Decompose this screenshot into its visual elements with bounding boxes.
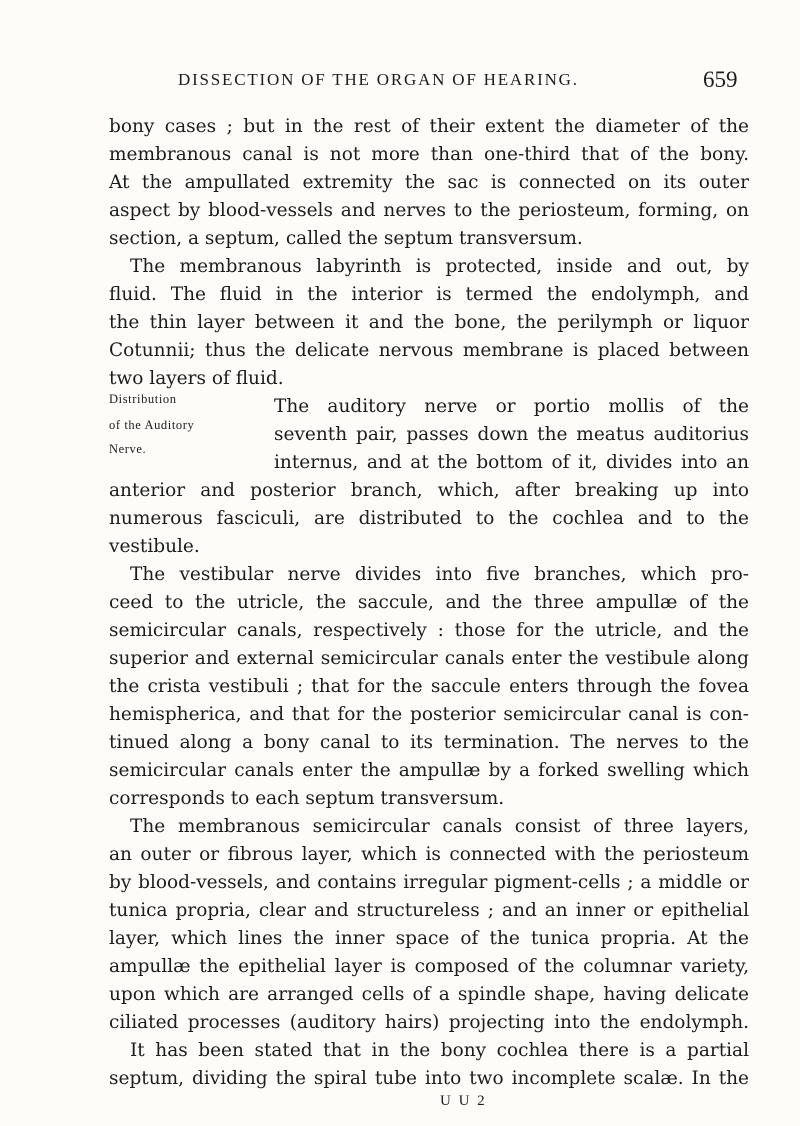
text-line: the thin layer between it and the bone, the perilymph or liquor [109, 312, 749, 333]
text-line: aspect by blood-vessels and nerves to the periosteum, forming, on [109, 200, 749, 221]
text-line: The membranous labyrinth is protected, inside and out, by [130, 256, 749, 277]
text-line: Cotunnii; thus the delicate nervous membrane is placed between [109, 340, 749, 361]
text-line: semicircular canals enter the ampullæ by a forked swelling which [109, 760, 749, 781]
running-head: DISSECTION OF THE ORGAN OF HEARING. [178, 70, 579, 89]
text-line: numerous fasciculi, are distributed to the cochlea and to the [109, 508, 749, 529]
margin-note-line-2: of the Auditory [109, 418, 195, 432]
text-line: It has been stated that in the bony cochlea there is a partial [130, 1040, 749, 1061]
signature-mark: U U 2 [440, 1093, 487, 1109]
text-line: layer, which lines the inner space of the tunica propria. At the [109, 928, 749, 949]
text-line: upon which are arranged cells of a spindle shape, having delicate [109, 984, 749, 1005]
text-line: hemispherica, and that for the posterior semicircular canal is con- [109, 704, 749, 725]
text-line: the crista vestibuli ; that for the saccule enters through the fovea [109, 676, 749, 697]
text-line: ampullæ the epithelial layer is composed of the columnar variety, [109, 956, 749, 977]
text-line: At the ampullated extremity the sac is connected on its outer [109, 172, 749, 193]
margin-note-line-3: Nerve. [109, 442, 147, 456]
text-line: The vestibular nerve divides into five branches, which pro- [130, 564, 749, 585]
text-line: ceed to the utricle, the saccule, and the three ampullæ of the [109, 592, 749, 613]
text-line: fluid. The fluid in the interior is termed the endolymph, and [109, 284, 749, 305]
text-line: internus, and at the bottom of it, divides into an [274, 452, 749, 473]
text-line: an outer or fibrous layer, which is connected with the periosteum [109, 844, 749, 865]
text-line: by blood-vessels, and contains irregular pigment-cells ; a middle or [109, 872, 749, 893]
text-line: two layers of fluid. [109, 368, 284, 389]
text-line: tunica propria, clear and structureless ; and an inner or epithelial [109, 900, 749, 921]
text-line: ciliated processes (auditory hairs) projecting into the endolymph. [109, 1012, 749, 1033]
text-line: seventh pair, passes down the meatus auditorius [274, 424, 749, 445]
text-line: section, a septum, called the septum transversum. [109, 228, 583, 249]
text-line: membranous canal is not more than one-third that of the bony. [109, 144, 749, 165]
text-line: septum, dividing the spiral tube into two incomplete scalæ. In the [109, 1068, 749, 1089]
margin-note-line-1: Distribution [109, 392, 177, 406]
text-line: The membranous semicircular canals consist of three layers, [130, 816, 749, 837]
text-line: tinued along a bony canal to its termination. The nerves to the [109, 732, 749, 753]
text-line: semicircular canals, respectively : those for the utricle, and the [109, 620, 749, 641]
text-line: superior and external semicircular canals enter the vestibule along [109, 648, 749, 669]
page-number: 659 [703, 67, 738, 92]
text-line: bony cases ; but in the rest of their extent the diameter of the [109, 116, 749, 137]
text-line: The auditory nerve or portio mollis of the [274, 396, 749, 417]
text-line: corresponds to each septum transversum. [109, 788, 505, 809]
text-line: anterior and posterior branch, which, after breaking up into [109, 480, 749, 501]
text-line: vestibule. [109, 536, 200, 557]
